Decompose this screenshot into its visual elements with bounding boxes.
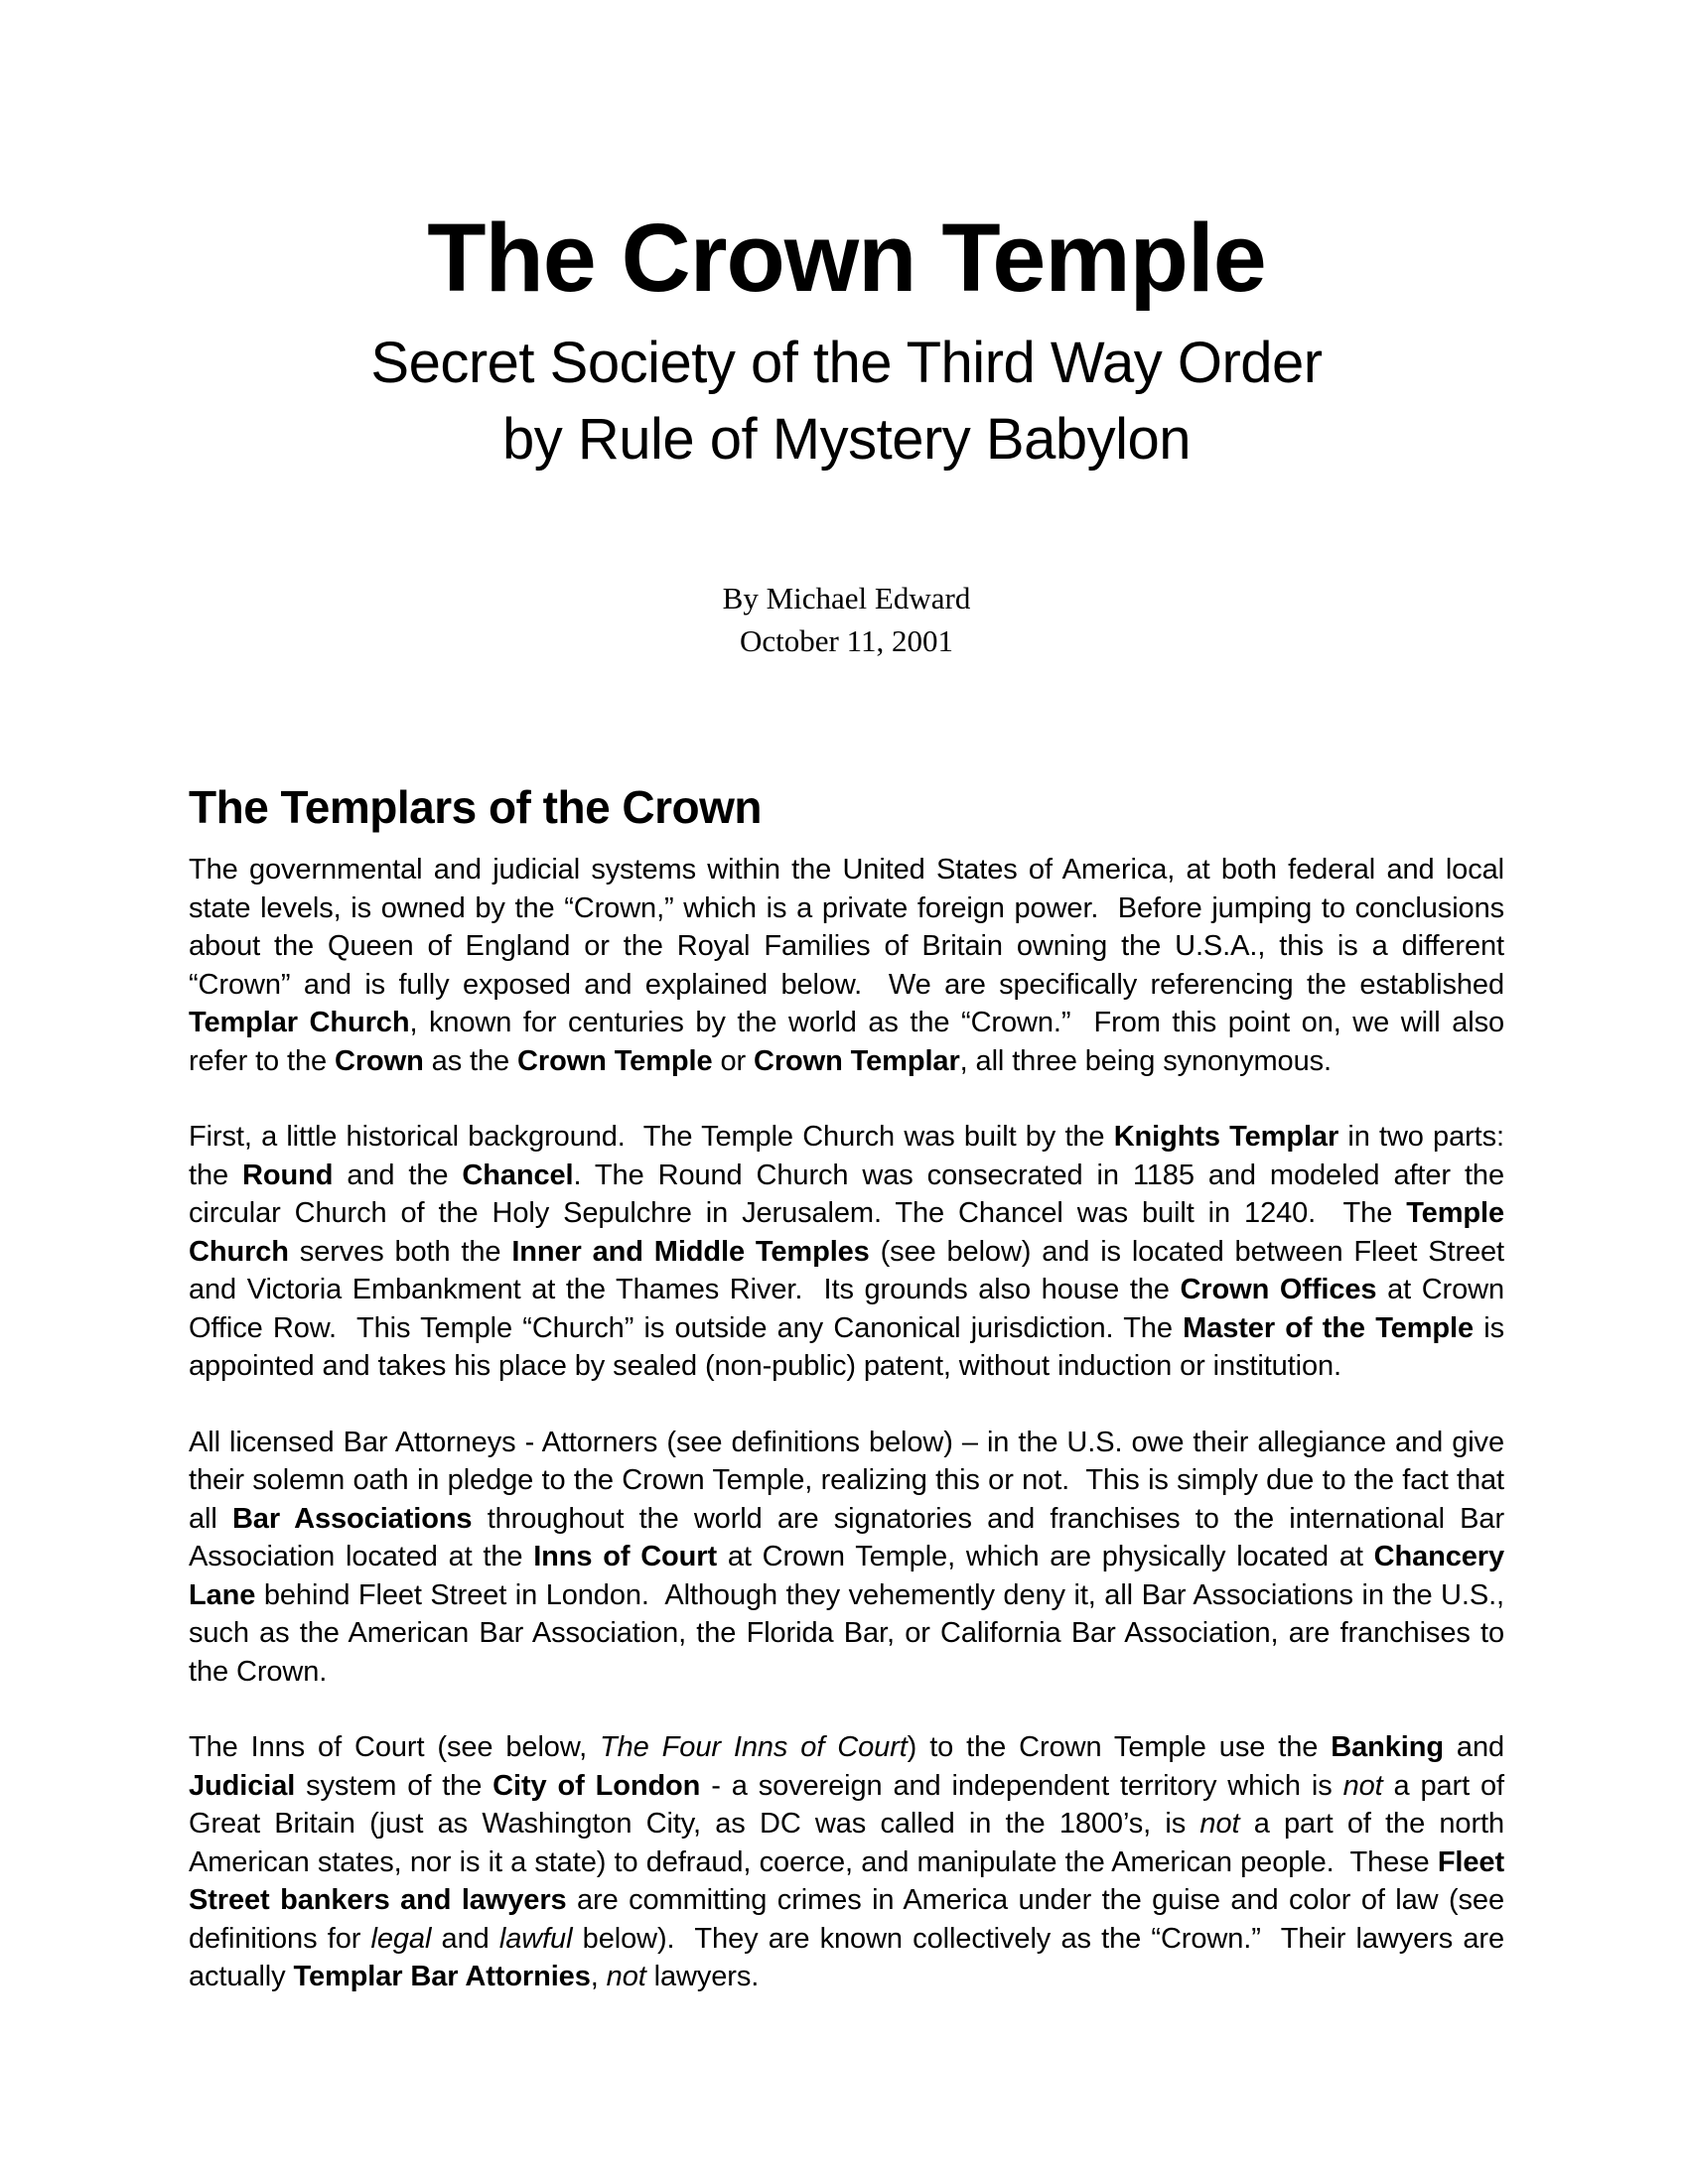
text-run: Crown <box>335 1044 424 1077</box>
date-line: October 11, 2001 <box>740 623 953 658</box>
text-run: Crown Offices <box>1180 1274 1377 1305</box>
body-paragraphs <box>189 851 1512 1996</box>
text-run: Crown Temple <box>517 1044 713 1077</box>
text-run: (see below) and is located between Fleet Street and Victoria Embankment at the Thames River. Its grounds also house the <box>189 1235 1512 1305</box>
text-run: Chancery Lane <box>189 1541 1512 1611</box>
text-run: lawyers. <box>645 1961 760 1992</box>
text-run: , <box>590 1961 607 1992</box>
text-run: behind Fleet Street in London. Although they vehemently deny it, all Bar Associations in the U.S., such as the American Bar Association, the Florida Bar, or California Bar Association, are franchises to the Crown. <box>189 1578 1512 1688</box>
text-run: are committing crimes in America under the guise and color of law (see definitions for <box>189 1884 1512 1955</box>
text-run: not <box>1342 1769 1383 1802</box>
text-run: as the <box>423 1044 518 1077</box>
subtitle-line-2: by Rule of Mystery Babylon <box>502 407 1191 472</box>
text-run: a part of Great Britain (just as Washington City, as DC was called in the 1800’s, is <box>189 1769 1512 1840</box>
text-run: and <box>1443 1731 1512 1763</box>
text-run: or <box>712 1044 754 1077</box>
text-run: not <box>606 1961 646 1992</box>
document-title: The Crown Temple <box>427 204 1266 312</box>
text-run: The Four Inns of Court <box>600 1731 908 1763</box>
paragraph <box>189 1424 1512 1692</box>
text-run: City of London <box>492 1769 701 1802</box>
text-run: is appointed and takes his place by sealed (non-public) patent, without induction or institution. <box>189 1311 1512 1382</box>
text-run: and <box>431 1922 499 1955</box>
paragraph <box>189 1118 1512 1386</box>
text-run: Round <box>242 1159 334 1191</box>
text-run: Templar Bar Attornies <box>293 1961 591 1992</box>
text-run: , all three being synonymous. <box>959 1044 1332 1077</box>
author-line: By Michael Edward <box>722 581 971 615</box>
text-run: at Crown Temple, which are physically located at <box>717 1541 1374 1572</box>
text-run: lawful <box>498 1922 573 1955</box>
text-run: All licensed Bar Attorneys - Attorners (see definitions below) – in the U.S. owe their allegiance and give their solemn oath in pledge to the Crown Temple, realizing this or not. This is simply due to the fact that all <box>189 1426 1512 1535</box>
text-run: Master of the Temple <box>1183 1311 1474 1344</box>
text-run: - a sovereign and independent territory which is <box>700 1769 1343 1802</box>
text-run: Inns of Court <box>533 1541 718 1572</box>
text-run: Crown Templar <box>754 1044 960 1077</box>
text-run: First, a little historical background. The Temple Church was built by the <box>189 1121 1114 1153</box>
text-run: not <box>1199 1808 1240 1840</box>
text-run: Banking <box>1331 1731 1444 1763</box>
text-run: Fleet Street bankers and lawyers <box>189 1845 1512 1916</box>
text-run: below). They are known collectively as the “Crown.” Their lawyers are actually <box>189 1922 1512 1992</box>
text-run: , known for centuries by the world as the “Crown.” From this point on, we will also refer to the <box>189 1007 1512 1077</box>
text-run: The governmental and judicial systems within the United States of America, at both federal and local state levels, is owned by the “Crown,” which is a private foreign power. Before jumping to conclusions about the Queen of England or the Royal Families of Britain owning the U.S.A., this is a different “Crown” and is fully exposed and explained below. We are specifically referencing the established <box>189 854 1512 1001</box>
section-heading: The Templars of the Crown <box>189 781 763 833</box>
byline-block <box>189 577 1504 662</box>
text-run: Chancel <box>462 1159 574 1191</box>
subtitle-line-1: Secret Society of the Third Way Order <box>370 331 1323 395</box>
text-run: legal <box>370 1922 432 1955</box>
text-run: Knights Templar <box>1113 1121 1339 1153</box>
text-run: system of the <box>295 1769 493 1802</box>
document-subtitle <box>189 325 1504 478</box>
text-run: Judicial <box>189 1769 296 1802</box>
text-run: Temple Church <box>189 1197 1512 1268</box>
text-run: Templar Church <box>189 1007 410 1038</box>
text-run: throughout the world are signatories and franchises to the international Bar Association located at the <box>189 1502 1511 1572</box>
paragraph <box>189 1728 1512 1996</box>
text-run: Inner and Middle Temples <box>511 1235 870 1268</box>
text-run: a part of the north American states, nor is it a state) to defraud, coerce, and manipulate the American people. These <box>189 1808 1511 1878</box>
text-run: Bar Associations <box>231 1502 473 1535</box>
text-run: serves both the <box>288 1235 512 1268</box>
text-run: The Inns of Court (see below, <box>189 1731 601 1763</box>
text-run: at Crown Office Row. This Temple “Church” is outside any Canonical jurisdiction. The <box>189 1274 1512 1344</box>
text-run: and the <box>333 1159 463 1191</box>
text-run: in two parts: the <box>189 1121 1512 1191</box>
text-run: ) to the Crown Temple use the <box>907 1731 1332 1763</box>
text-run: . The Round Church was consecrated in 1185 and modeled after the circular Church of the Holy Sepulchre in Jerusalem. The Chancel was built in 1240. The <box>189 1159 1512 1229</box>
paragraph <box>189 851 1512 1080</box>
